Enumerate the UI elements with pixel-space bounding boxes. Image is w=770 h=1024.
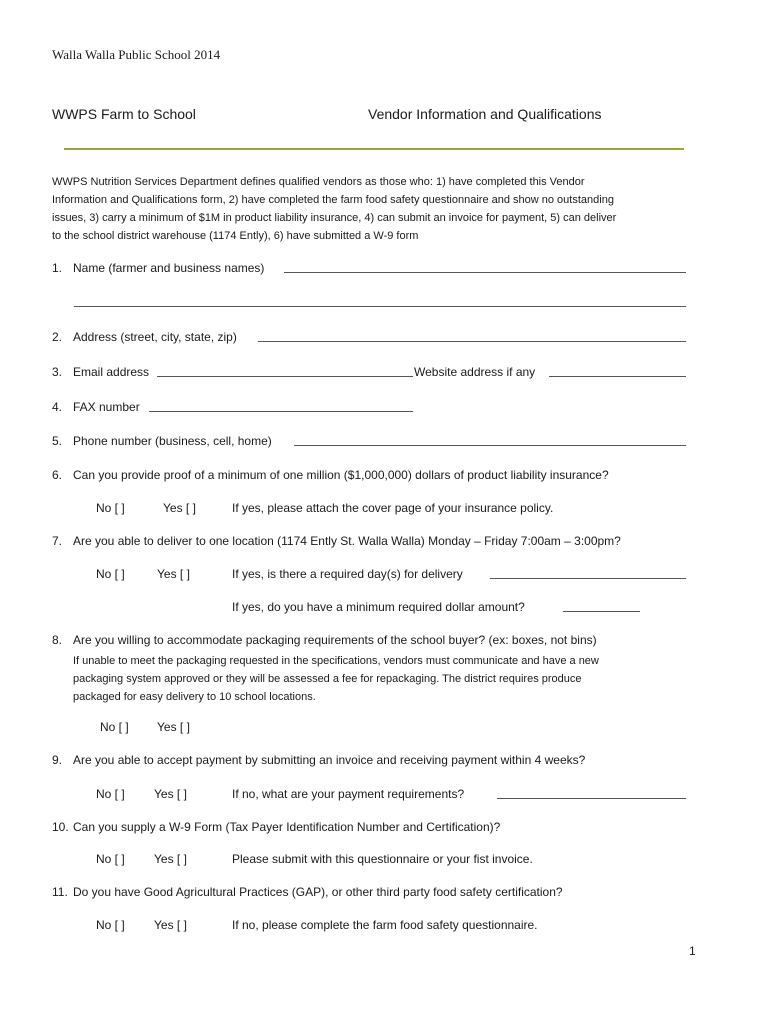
q7-note: If yes, is there a required day(s) for delivery <box>232 567 463 581</box>
q11-no-checkbox[interactable]: No [ ] <box>96 918 125 932</box>
q7-delivery-day-field[interactable] <box>490 578 686 579</box>
intro-line-4: to the school district warehouse (1174 Ently), 6) have submitted a W-9 form <box>52 230 419 242</box>
q7-no-checkbox[interactable]: No [ ] <box>96 567 125 581</box>
q2-number: 2. <box>52 330 63 344</box>
q2-address-field[interactable] <box>258 341 686 342</box>
q8-detail-2: packaging system approved or they will be assessed a fee for repackaging. The district requires produce <box>73 673 582 685</box>
q3-website-label: Website address if any <box>414 365 536 379</box>
q8-no-checkbox[interactable]: No [ ] <box>100 720 129 734</box>
right-title: Vendor Information and Qualifications <box>368 106 602 122</box>
q6-no-checkbox[interactable]: No [ ] <box>96 501 125 515</box>
q1-name-field[interactable] <box>284 272 686 273</box>
q1-name-field-line2[interactable] <box>74 306 686 307</box>
q10-yes-checkbox[interactable]: Yes [ ] <box>154 852 187 866</box>
q3-website-field[interactable] <box>549 376 686 377</box>
q4-label: FAX number <box>73 400 140 414</box>
q11-number: 11. <box>52 885 68 899</box>
q7-minimum-amount-field[interactable] <box>563 611 640 612</box>
q9-note: If no, what are your payment requirements? <box>232 787 465 801</box>
q3-label: Email address <box>73 365 150 379</box>
q9-no-checkbox[interactable]: No [ ] <box>96 787 125 801</box>
q3-email-field[interactable] <box>157 376 413 377</box>
q5-label: Phone number (business, cell, home) <box>73 434 272 448</box>
q7-note-2: If yes, do you have a minimum required dollar amount? <box>232 600 525 614</box>
q2-label: Address (street, city, state, zip) <box>73 330 237 344</box>
q10-label: Can you supply a W-9 Form (Tax Payer Identification Number and Certification)? <box>73 820 501 834</box>
left-title: WWPS Farm to School <box>52 106 196 122</box>
q11-note: If no, please complete the farm food safety questionnaire. <box>232 918 538 932</box>
q11-yes-checkbox[interactable]: Yes [ ] <box>154 918 187 932</box>
q7-yes-checkbox[interactable]: Yes [ ] <box>157 567 190 581</box>
q6-label: Can you provide proof of a minimum of one million ($1,000,000) dollars of product liability insurance? <box>73 468 609 482</box>
intro-line-3: issues, 3) carry a minimum of $1M in product liability insurance, 4) can submit an invoice for payment, 5) can deliver <box>52 212 617 224</box>
title-rule <box>64 148 684 150</box>
q5-number: 5. <box>52 434 63 448</box>
page-number: 1 <box>689 944 696 958</box>
q4-fax-field[interactable] <box>149 411 413 412</box>
intro-line-1: WWPS Nutrition Services Department defines qualified vendors as those who: 1) have completed this Vendor <box>52 176 585 188</box>
q5-phone-field[interactable] <box>294 445 686 446</box>
q4-number: 4. <box>52 400 63 414</box>
q8-detail-3: packaged for easy delivery to 10 school locations. <box>73 691 316 703</box>
q10-note: Please submit with this questionnaire or your fist invoice. <box>232 852 533 866</box>
q8-number: 8. <box>52 633 63 647</box>
q7-label: Are you able to deliver to one location (1174 Ently St. Walla Walla) Monday – Friday 7:00am – 3:00pm? <box>73 534 621 548</box>
q7-number: 7. <box>52 534 63 548</box>
q1-label: Name (farmer and business names) <box>73 261 265 275</box>
q9-label: Are you able to accept payment by submitting an invoice and receiving payment within 4 weeks? <box>73 753 586 767</box>
q6-yes-checkbox[interactable]: Yes [ ] <box>163 501 196 515</box>
q3-number: 3. <box>52 365 63 379</box>
q6-number: 6. <box>52 468 63 482</box>
q8-yes-checkbox[interactable]: Yes [ ] <box>157 720 190 734</box>
q11-label: Do you have Good Agricultural Practices (GAP), or other third party food safety certification? <box>73 885 563 899</box>
q9-yes-checkbox[interactable]: Yes [ ] <box>154 787 187 801</box>
q10-no-checkbox[interactable]: No [ ] <box>96 852 125 866</box>
q1-number: 1. <box>52 261 63 275</box>
intro-line-2: Information and Qualifications form, 2) have completed the farm food safety questionnaire and show no outstanding <box>52 194 614 206</box>
q9-number: 9. <box>52 753 63 767</box>
q6-note: If yes, please attach the cover page of your insurance policy. <box>232 501 554 515</box>
q8-detail-1: If unable to meet the packaging requested in the specifications, vendors must communicate and have a new <box>73 655 599 667</box>
q8-label: Are you willing to accommodate packaging requirements of the school buyer? (ex: boxes, not bins) <box>73 633 597 647</box>
q9-payment-requirements-field[interactable] <box>497 798 686 799</box>
q10-number: 10. <box>52 820 69 834</box>
running-head: Walla Walla Public School 2014 <box>52 47 221 62</box>
